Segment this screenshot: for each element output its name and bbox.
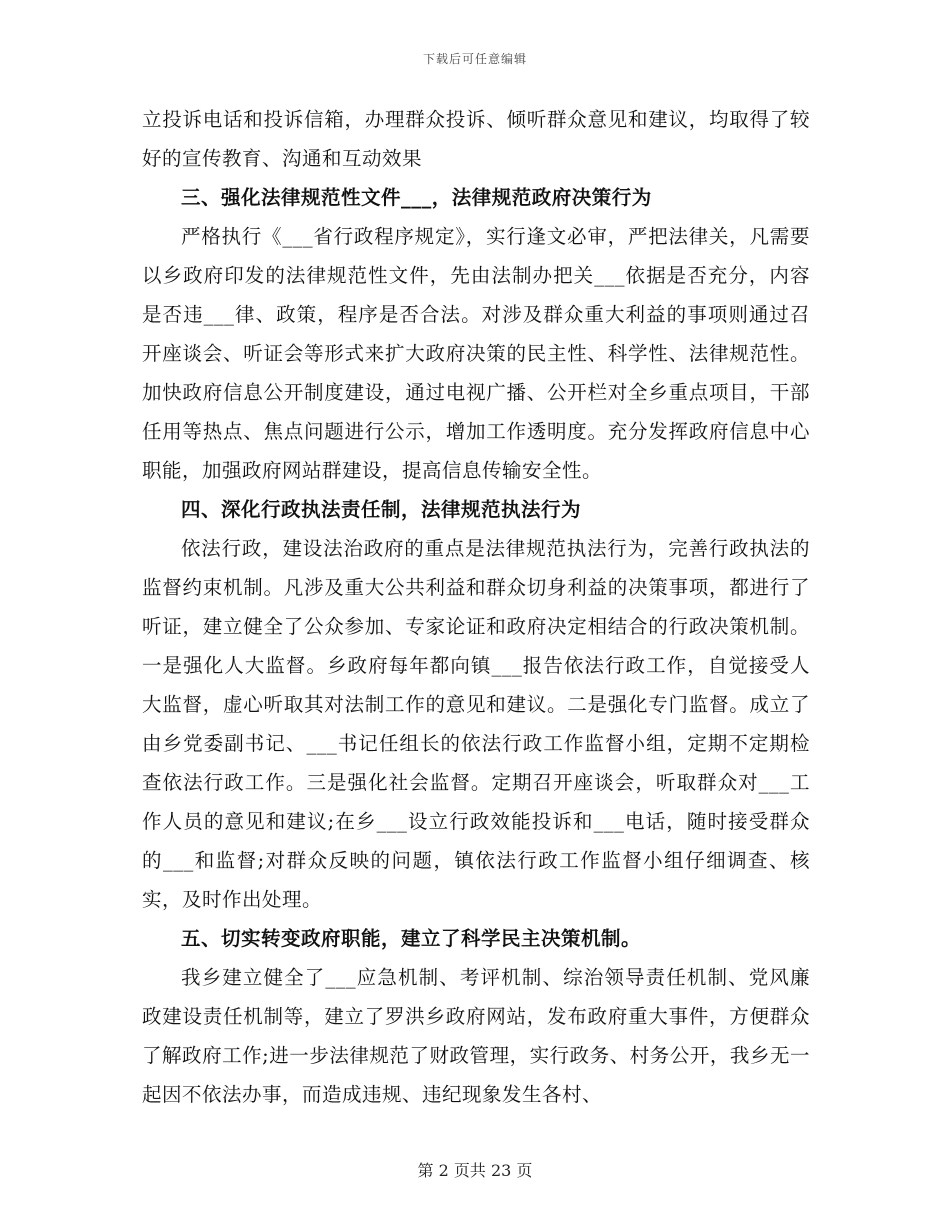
section-heading-3: 三、强化法律规范性文件___，法律规范政府决策行为 bbox=[181, 186, 652, 209]
page-number: 第 2 页共 23 页 bbox=[417, 1161, 533, 1180]
paragraph-continuation: 立投诉电话和投诉信箱，办理群众投诉、倾听群众意见和建议，均取得了较好的宣传教育、沟通和互动效果 bbox=[142, 108, 810, 170]
page-header: 下载后可任意编辑 bbox=[422, 52, 527, 66]
section-heading-5: 五、切实转变政府职能，建立了科学民主决策机制。 bbox=[181, 927, 642, 950]
document-body bbox=[142, 100, 810, 1114]
section-heading-4: 四、深化行政执法责任制，法律规范执法行为 bbox=[181, 498, 582, 521]
paragraph-section-4: 依法行政，建设法治政府的重点是法律规范执法行为，完善行政执法的监督约束机制。凡涉及重大公共利益和群众切身利益的决策事项，都进行了听证，建立健全了公众参加、专家论证和政府决定相结合的行政决策机制。一是强化人大监督。乡政府每年都向镇___报告依法行政工作，自觉接受人大监督，虚心听取其对法制工作的意见和建议。二是强化专门监督。成立了由乡党委副书记、___书记任组长的依法行政工作监督小组，定期不定期检查依法行政工作。三是强化社会监督。定期召开座谈会，听取群众对___工作人员的意见和建议;在乡___设立行政效能投诉和___电话，随时接受群众的___和监督;对群众反映的问题，镇依法行政工作监督小组仔细调查、核实，及时作出处理。 bbox=[142, 537, 810, 911]
paragraph-section-3: 严格执行《___省行政程序规定》，实行逢文必审，严把法律关，凡需要以乡政府印发的法律规范性文件，先由法制办把关___依据是否充分，内容是否违___律、政策，程序是否合法。对涉及群众重大利益的事项则通过召开座谈会、听证会等形式来扩大政府决策的民主性、科学性、法律规范性。加快政府信息公开制度建设，通过电视广播、公开栏对全乡重点项目，干部任用等热点、焦点问题进行公示，增加工作透明度。充分发挥政府信息中心职能，加强政府网站群建设，提高信息传输安全性。 bbox=[142, 225, 810, 482]
paragraph-section-5: 我乡建立健全了___应急机制、考评机制、综治领导责任机制、党风廉政建设责任机制等，建立了罗洪乡政府网站，发布政府重大事件，方便群众了解政府工作;进一步法律规范了财政管理，实行政务、村务公开，我乡无一起因不依法办事，而造成违规、违纪现象发生各村、 bbox=[142, 966, 810, 1106]
